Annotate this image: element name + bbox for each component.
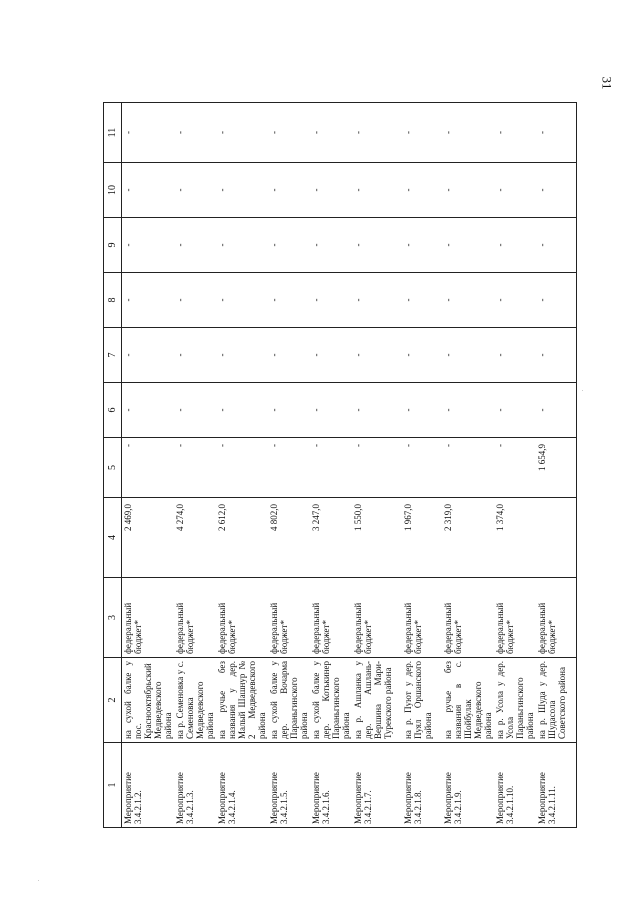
col-header: 8 [104, 273, 122, 328]
col-header: 5 [104, 438, 122, 498]
event-cell: Мероприятие 3.4.2.1.9. [442, 743, 494, 828]
value-cell: - [122, 163, 175, 218]
value-cell: - [494, 218, 536, 273]
event-cell: Мероприятие 3.4.2.1.7. [352, 743, 402, 828]
value-cell: - [352, 383, 402, 438]
value-cell: - [536, 218, 576, 273]
budget-table [103, 102, 577, 828]
table-row [122, 103, 175, 828]
value-cell: - [122, 328, 175, 383]
page-number: 31 [599, 76, 615, 90]
value-cell: - [268, 218, 310, 273]
table-row [494, 103, 536, 828]
source-cell: федеральный бюджет* [402, 578, 442, 658]
rotated-table-container [103, 103, 590, 828]
value-cell: 3 247,0 [310, 498, 352, 578]
col-header: 2 [104, 658, 122, 743]
value-cell: 1 967,0 [402, 498, 442, 578]
value-cell: - [174, 163, 216, 218]
value-cell: - [352, 273, 402, 328]
place-cell: на р. Шуда у дер. Шудасола Советского района [536, 658, 576, 743]
value-cell: - [310, 163, 352, 218]
value-cell: - [268, 383, 310, 438]
value-cell: - [536, 163, 576, 218]
scan-speck [582, 390, 583, 391]
table-body [122, 103, 577, 828]
value-cell: - [122, 438, 175, 498]
place-cell: на сухой балке у пос. Краснооктябрьский Медведевского района [122, 658, 175, 743]
value-cell: 2 612,0 [216, 498, 268, 578]
value-cell: - [494, 103, 536, 163]
value-cell: 2 319,0 [442, 498, 494, 578]
value-cell: - [122, 273, 175, 328]
event-cell: Мероприятие 3.4.2.1.10. [494, 743, 536, 828]
place-cell: на р. Пуют у дер. Пуял Оршанского района [402, 658, 442, 743]
value-cell: - [174, 383, 216, 438]
header-row [104, 103, 122, 828]
event-cell: Мероприятие 3.4.2.1.6. [310, 743, 352, 828]
value-cell: - [310, 383, 352, 438]
value-cell: - [122, 383, 175, 438]
value-cell: - [402, 163, 442, 218]
value-cell: - [310, 218, 352, 273]
col-header: 1 [104, 743, 122, 828]
value-cell: - [442, 383, 494, 438]
value-cell: - [494, 438, 536, 498]
source-cell: федеральный бюджет* [268, 578, 310, 658]
col-header: 3 [104, 578, 122, 658]
value-cell: - [352, 163, 402, 218]
place-cell: на р. Усола у дер. Усола Параньгинского района [494, 658, 536, 743]
value-cell [536, 498, 576, 578]
source-cell: федеральный бюджет* [174, 578, 216, 658]
scan-speck [38, 880, 39, 881]
value-cell: 1 550,0 [352, 498, 402, 578]
place-cell: на ручье без названия в с. Шойбулак Медведевского района [442, 658, 494, 743]
value-cell: - [216, 438, 268, 498]
value-cell: - [268, 163, 310, 218]
value-cell: - [310, 438, 352, 498]
value-cell: - [310, 103, 352, 163]
value-cell: - [174, 328, 216, 383]
table-row [352, 103, 402, 828]
event-cell: Мероприятие 3.4.2.1.11. [536, 743, 576, 828]
value-cell: - [268, 328, 310, 383]
value-cell: - [442, 328, 494, 383]
table-row [442, 103, 494, 828]
source-cell: федеральный бюджет* [310, 578, 352, 658]
value-cell: - [442, 163, 494, 218]
value-cell: - [536, 103, 576, 163]
event-cell: Мероприятие 3.4.2.1.8. [402, 743, 442, 828]
value-cell: 4 274,0 [174, 498, 216, 578]
value-cell: - [216, 103, 268, 163]
value-cell: - [216, 383, 268, 438]
value-cell: - [310, 328, 352, 383]
value-cell: - [268, 273, 310, 328]
value-cell: - [310, 273, 352, 328]
col-header: 6 [104, 383, 122, 438]
col-header: 10 [104, 163, 122, 218]
value-cell: - [442, 273, 494, 328]
table-row [216, 103, 268, 828]
event-cell: Мероприятие 3.4.2.1.3. [174, 743, 216, 828]
value-cell: - [268, 103, 310, 163]
place-cell: на ручье без названия у дер. Малый Шашнур № 2 Медведевского района [216, 658, 268, 743]
value-cell: - [174, 218, 216, 273]
value-cell: - [352, 328, 402, 383]
value-cell: - [216, 218, 268, 273]
source-cell: федеральный бюджет* [122, 578, 175, 658]
table-row [174, 103, 216, 828]
value-cell: - [174, 438, 216, 498]
value-cell: - [402, 383, 442, 438]
event-cell: Мероприятие 3.4.2.1.5. [268, 743, 310, 828]
source-cell: федеральный бюджет* [352, 578, 402, 658]
table-row [402, 103, 442, 828]
value-cell: - [536, 383, 576, 438]
col-header: 7 [104, 328, 122, 383]
value-cell: - [352, 103, 402, 163]
value-cell: - [494, 273, 536, 328]
value-cell: - [442, 103, 494, 163]
table-row [268, 103, 310, 828]
value-cell: - [494, 163, 536, 218]
col-header: 9 [104, 218, 122, 273]
value-cell: - [442, 438, 494, 498]
value-cell: - [442, 218, 494, 273]
value-cell: - [402, 218, 442, 273]
source-cell: федеральный бюджет* [536, 578, 576, 658]
place-cell: на сухой балке у дер. Котькинер Параньгинского района [310, 658, 352, 743]
value-cell: - [494, 383, 536, 438]
place-cell: на сухой балке у дер. Вочарма Параньгинского района [268, 658, 310, 743]
value-cell: 2 469,0 [122, 498, 175, 578]
value-cell: - [268, 438, 310, 498]
value-cell: - [174, 103, 216, 163]
table-row [536, 103, 576, 828]
value-cell: - [216, 273, 268, 328]
value-cell: - [352, 218, 402, 273]
event-cell: Мероприятие 3.4.2.1.2. [122, 743, 175, 828]
event-cell: Мероприятие 3.4.2.1.4. [216, 743, 268, 828]
value-cell: - [402, 103, 442, 163]
source-cell: федеральный бюджет* [494, 578, 536, 658]
value-cell: - [402, 438, 442, 498]
col-header: 11 [104, 103, 122, 163]
table-row [310, 103, 352, 828]
value-cell: - [216, 163, 268, 218]
value-cell: - [402, 273, 442, 328]
value-cell: - [216, 328, 268, 383]
col-header: 4 [104, 498, 122, 578]
value-cell: 1 654,9 [536, 438, 576, 498]
value-cell: - [122, 103, 175, 163]
value-cell: - [352, 438, 402, 498]
value-cell: - [536, 273, 576, 328]
value-cell: - [536, 328, 576, 383]
source-cell: федеральный бюджет* [442, 578, 494, 658]
place-cell: на р. Семеновка у с. Семеновка Медведевского района [174, 658, 216, 743]
value-cell: - [494, 328, 536, 383]
value-cell: 4 802,0 [268, 498, 310, 578]
value-cell: - [174, 273, 216, 328]
value-cell: - [122, 218, 175, 273]
place-cell: на р. Ашланка у дер. Ашлань-Вершина Мари-Турекского района [352, 658, 402, 743]
value-cell: 1 374,0 [494, 498, 536, 578]
source-cell: федеральный бюджет* [216, 578, 268, 658]
value-cell: - [402, 328, 442, 383]
